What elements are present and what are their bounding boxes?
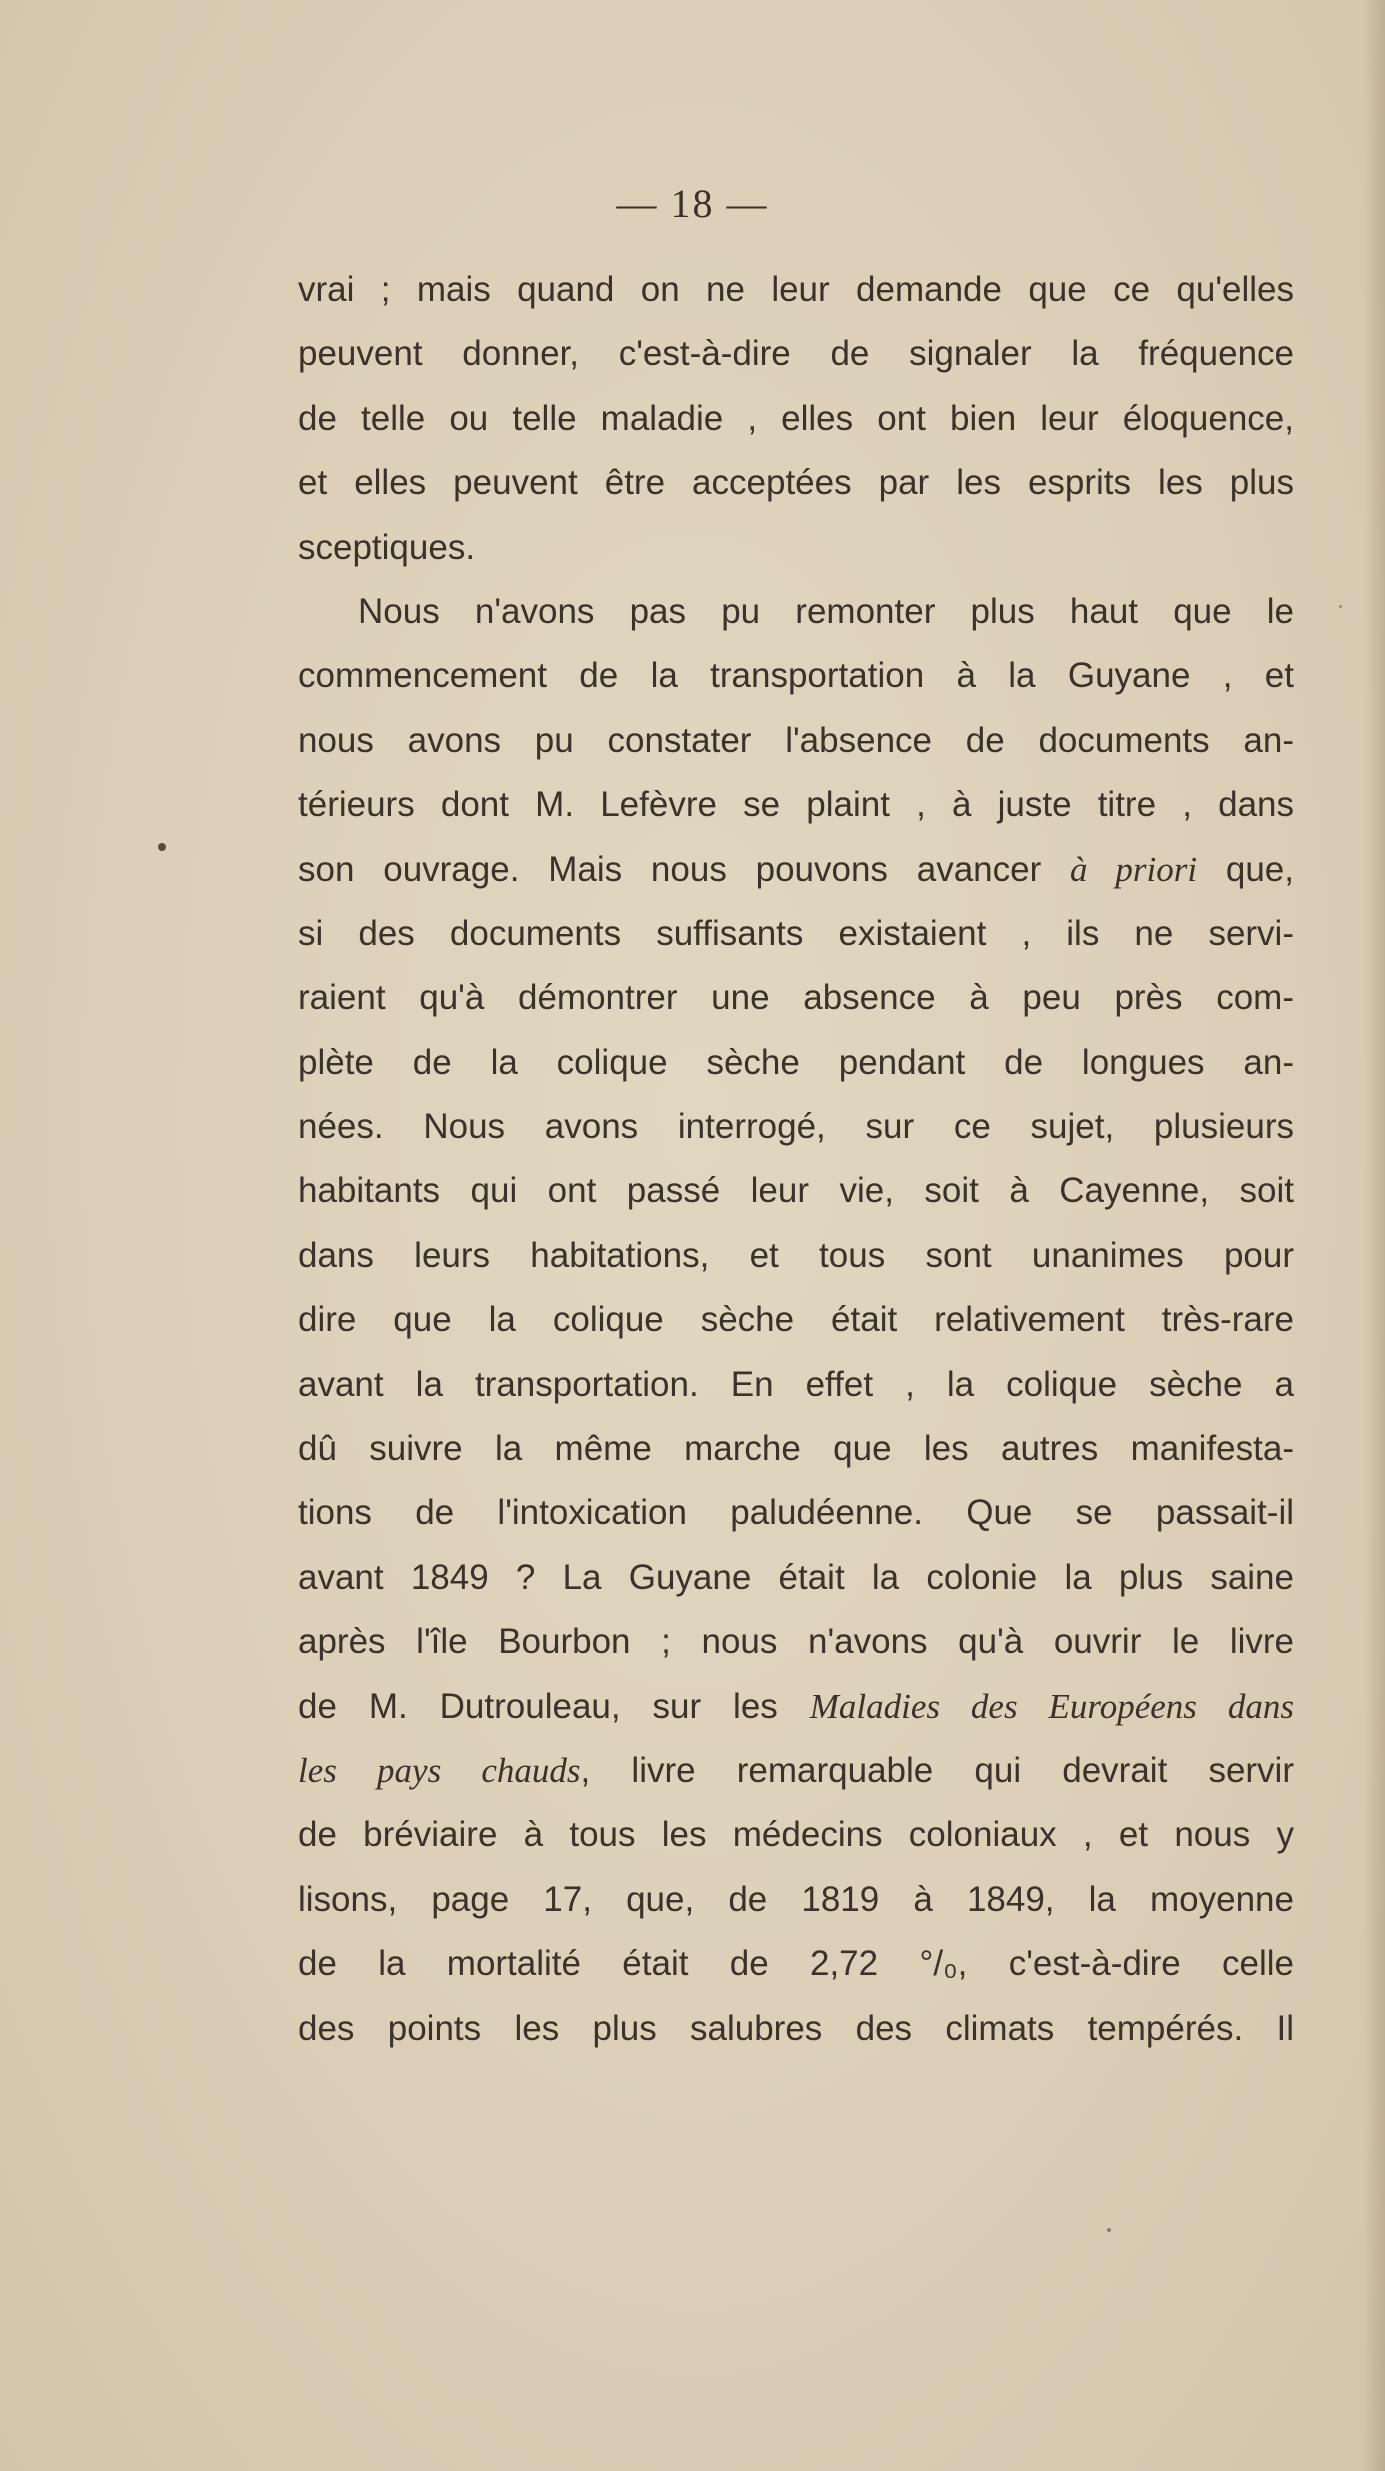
text-segment: de M. Dutrouleau, sur les [298, 1686, 810, 1726]
text-line: nous avons pu constater l'absence de documents an- [298, 720, 1294, 760]
paper-speck [158, 843, 166, 851]
italic-phrase: à priori [1070, 849, 1198, 889]
text-line [298, 838, 1294, 902]
text-line: commencement de la transportation à la Guyane , et [298, 656, 1294, 696]
text-line: dû suivre la même marche que les autres manifesta- [298, 1429, 1294, 1469]
text-line [298, 1675, 1294, 1739]
text-segment: , livre remarquable qui devrait servir [580, 1750, 1294, 1790]
text-line: vrai ; mais quand on ne leur demande que ce qu'elles [298, 270, 1294, 309]
text-line: après l'île Bourbon ; nous n'avons qu'à ouvrir le livre [298, 1622, 1294, 1662]
text-line: de bréviaire à tous les médecins coloniaux , et nous y [298, 1815, 1294, 1855]
text-line: raient qu'à démontrer une absence à peu près com- [298, 978, 1294, 1018]
paper-speck [1107, 2228, 1111, 2232]
text-line: de telle ou telle maladie , elles ont bien leur éloquence, [298, 398, 1294, 438]
text-line: lisons, page 17, que, de 1819 à 1849, la moyenne [298, 1879, 1294, 1919]
text-line: nées. Nous avons interrogé, sur ce sujet, plusieurs [298, 1107, 1294, 1147]
text-segment: son ouvrage. Mais nous pouvons avancer [298, 849, 1071, 889]
paper-speck [1339, 605, 1342, 608]
text-line: habitants qui ont passé leur vie, soit à Cayenne, soit [298, 1171, 1294, 1211]
text-line: des points les plus salubres des climats tempérés. Il [298, 2008, 1294, 2048]
text-segment: que, [1197, 849, 1294, 889]
text-line [298, 1739, 1294, 1803]
text-line: avant la transportation. En effet , la colique sèche a [298, 1364, 1294, 1404]
text-line: dire que la colique sèche était relativement très-rare [298, 1300, 1294, 1340]
text-line: si des documents suffisants existaient , ils ne servi- [298, 913, 1294, 953]
text-line: avant 1849 ? La Guyane était la colonie la plus saine [298, 1557, 1294, 1597]
text-line: térieurs dont M. Lefèvre se plaint , à juste titre , dans [298, 785, 1294, 825]
text-line: de la mortalité était de 2,72 °/₀, c'est-à-dire celle [298, 1944, 1294, 1984]
text-line: et elles peuvent être acceptées par les esprits les plus [298, 463, 1294, 503]
text-line: peuvent donner, c'est-à-dire de signaler la fréquence [298, 334, 1294, 374]
page-number: — 18 — [616, 181, 769, 226]
italic-phrase: les pays chauds [298, 1750, 581, 1790]
page-edge-shadow [1363, 0, 1385, 2471]
text-line: plète de la colique sèche pendant de longues an- [298, 1042, 1294, 1082]
text-line: Nous n'avons pas pu remonter plus haut que le [358, 591, 1294, 631]
italic-phrase: Maladies des Européens dans [809, 1686, 1294, 1726]
text-line: tions de l'intoxication paludéenne. Que se passait-il [298, 1493, 1294, 1533]
body-text [298, 258, 1294, 2061]
text-line: dans leurs habitations, et tous sont unanimes pour [298, 1235, 1294, 1275]
text-line: sceptiques. [298, 527, 476, 567]
